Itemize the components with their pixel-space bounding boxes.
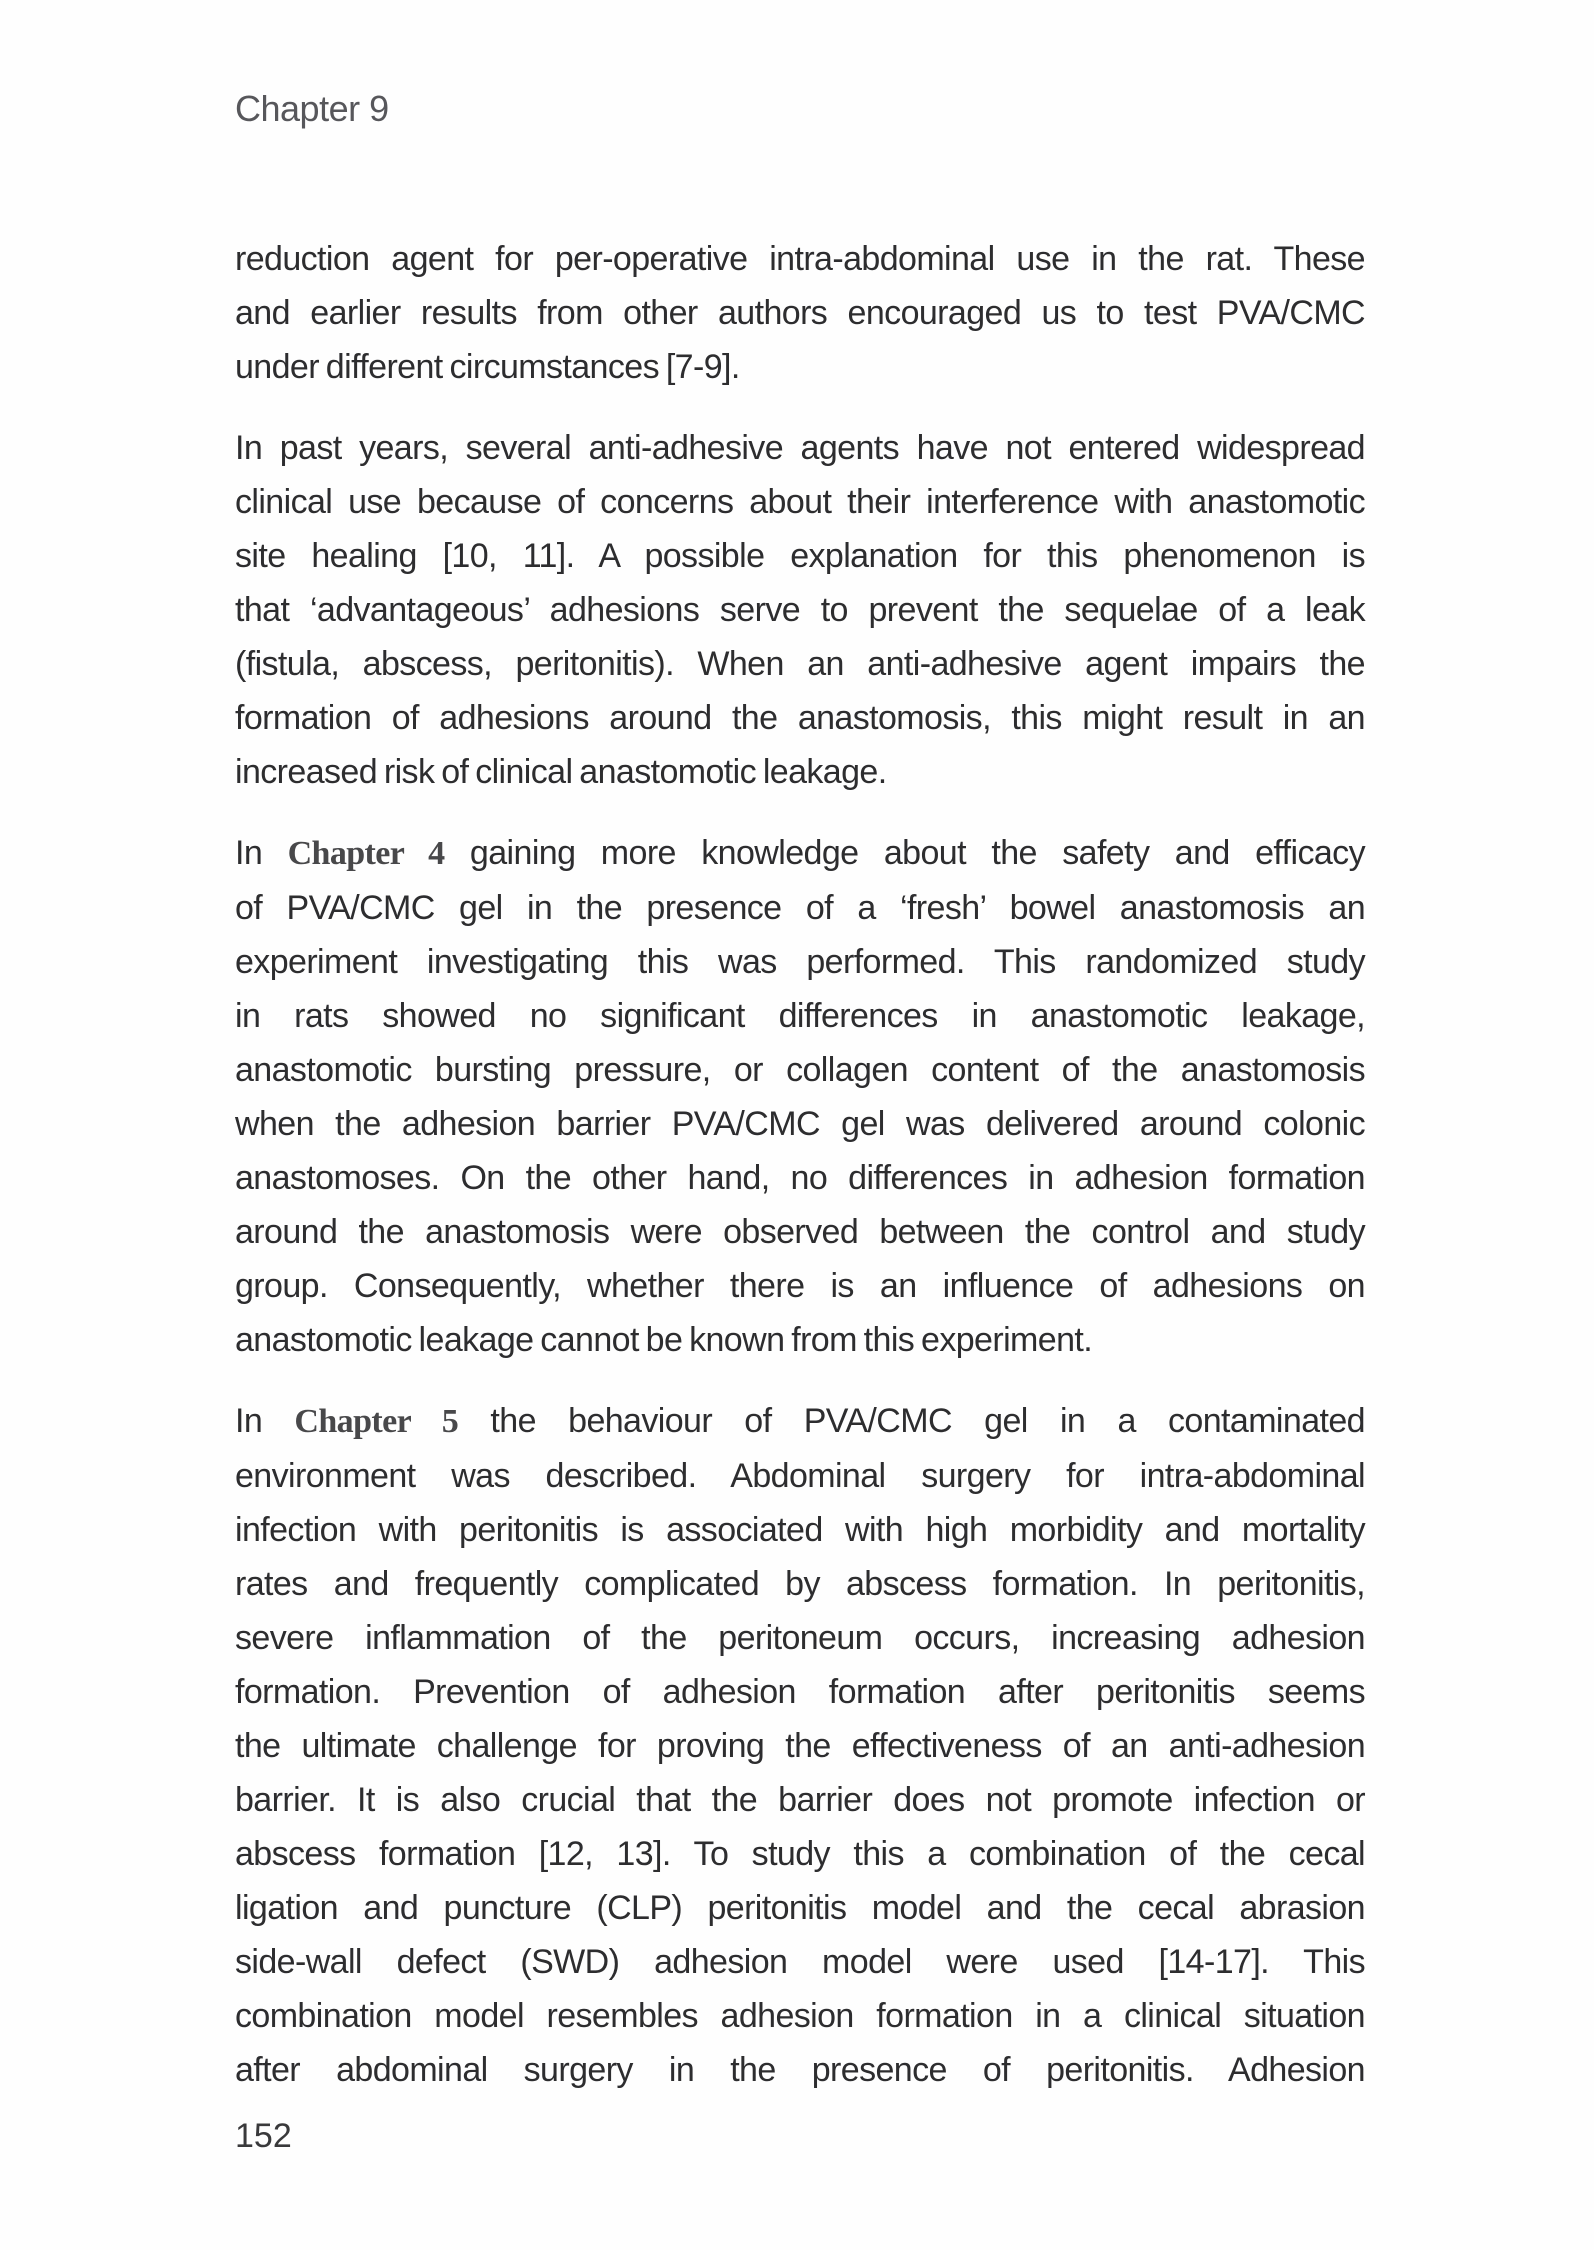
paragraph (235, 232, 1365, 394)
text-line: infection with peritonitis is associated with high morbidity and mortality (235, 1511, 1365, 1549)
text-line: (fistula, abscess, peritonitis). When an anti-adhesive agent impairs the (235, 645, 1365, 683)
text-line: in rats showed no significant differences in anastomotic leakage, (235, 997, 1365, 1035)
chapter-reference: Chapter 5 (294, 1403, 459, 1440)
text-line: the ultimate challenge for proving the effectiveness of an anti-adhesion (235, 1727, 1365, 1765)
text-line: abscess formation [12, 13]. To study this a combination of the cecal (235, 1835, 1365, 1873)
paragraph (235, 826, 1365, 1367)
text-line: after abdominal surgery in the presence of peritonitis. Adhesion (235, 2051, 1365, 2089)
text-line: formation of adhesions around the anastomosis, this might result in an (235, 699, 1365, 737)
text-line: side-wall defect (SWD) adhesion model were used [14-17]. This (235, 1943, 1365, 1981)
text-line: In past years, several anti-adhesive agents have not entered widespread (235, 429, 1365, 467)
text-line: that ‘advantageous’ adhesions serve to prevent the sequelae of a leak (235, 591, 1365, 629)
text-line: reduction agent for per-operative intra-abdominal use in the rat. These (235, 240, 1365, 278)
text-line: and earlier results from other authors encouraged us to test PVA/CMC (235, 294, 1365, 332)
text-line: group. Consequently, whether there is an influence of adhesions on (235, 1267, 1365, 1305)
text-line: increased risk of clinical anastomotic leakage. (235, 753, 887, 791)
text-line: clinical use because of concerns about their interference with anastomotic (235, 483, 1365, 521)
body-text (235, 232, 1365, 2124)
text-line: anastomotic leakage cannot be known from this experiment. (235, 1321, 1093, 1359)
paragraph (235, 1394, 1365, 2097)
text-line: anastomotic bursting pressure, or collagen content of the anastomosis (235, 1051, 1365, 1089)
running-header: Chapter 9 (235, 88, 389, 129)
text-line: experiment investigating this was performed. This randomized study (235, 943, 1365, 981)
text-line: In Chapter 5 the behaviour of PVA/CMC gel in a contaminated (235, 1402, 1365, 1440)
chapter-reference: Chapter 4 (287, 835, 445, 872)
text-line: barrier. It is also crucial that the barrier does not promote infection or (235, 1781, 1365, 1819)
text-line: site healing [10, 11]. A possible explanation for this phenomenon is (235, 537, 1365, 575)
paragraph (235, 421, 1365, 799)
page-number: 152 (235, 2117, 292, 2155)
text-line: when the adhesion barrier PVA/CMC gel was delivered around colonic (235, 1105, 1365, 1143)
text-line: In Chapter 4 gaining more knowledge about the safety and efficacy (235, 834, 1365, 872)
text-line: ligation and puncture (CLP) peritonitis model and the cecal abrasion (235, 1889, 1365, 1927)
text-line: environment was described. Abdominal surgery for intra-abdominal (235, 1457, 1365, 1495)
text-line: severe inflammation of the peritoneum occurs, increasing adhesion (235, 1619, 1365, 1657)
text-line: combination model resembles adhesion formation in a clinical situation (235, 1997, 1365, 2035)
text-line: around the anastomosis were observed between the control and study (235, 1213, 1365, 1251)
text-line: of PVA/CMC gel in the presence of a ‘fresh’ bowel anastomosis an (235, 889, 1365, 927)
text-line: formation. Prevention of adhesion formation after peritonitis seems (235, 1673, 1365, 1711)
text-line: rates and frequently complicated by abscess formation. In peritonitis, (235, 1565, 1365, 1603)
text-line: under different circumstances [7-9]. (235, 348, 740, 386)
text-line: anastomoses. On the other hand, no differences in adhesion formation (235, 1159, 1365, 1197)
